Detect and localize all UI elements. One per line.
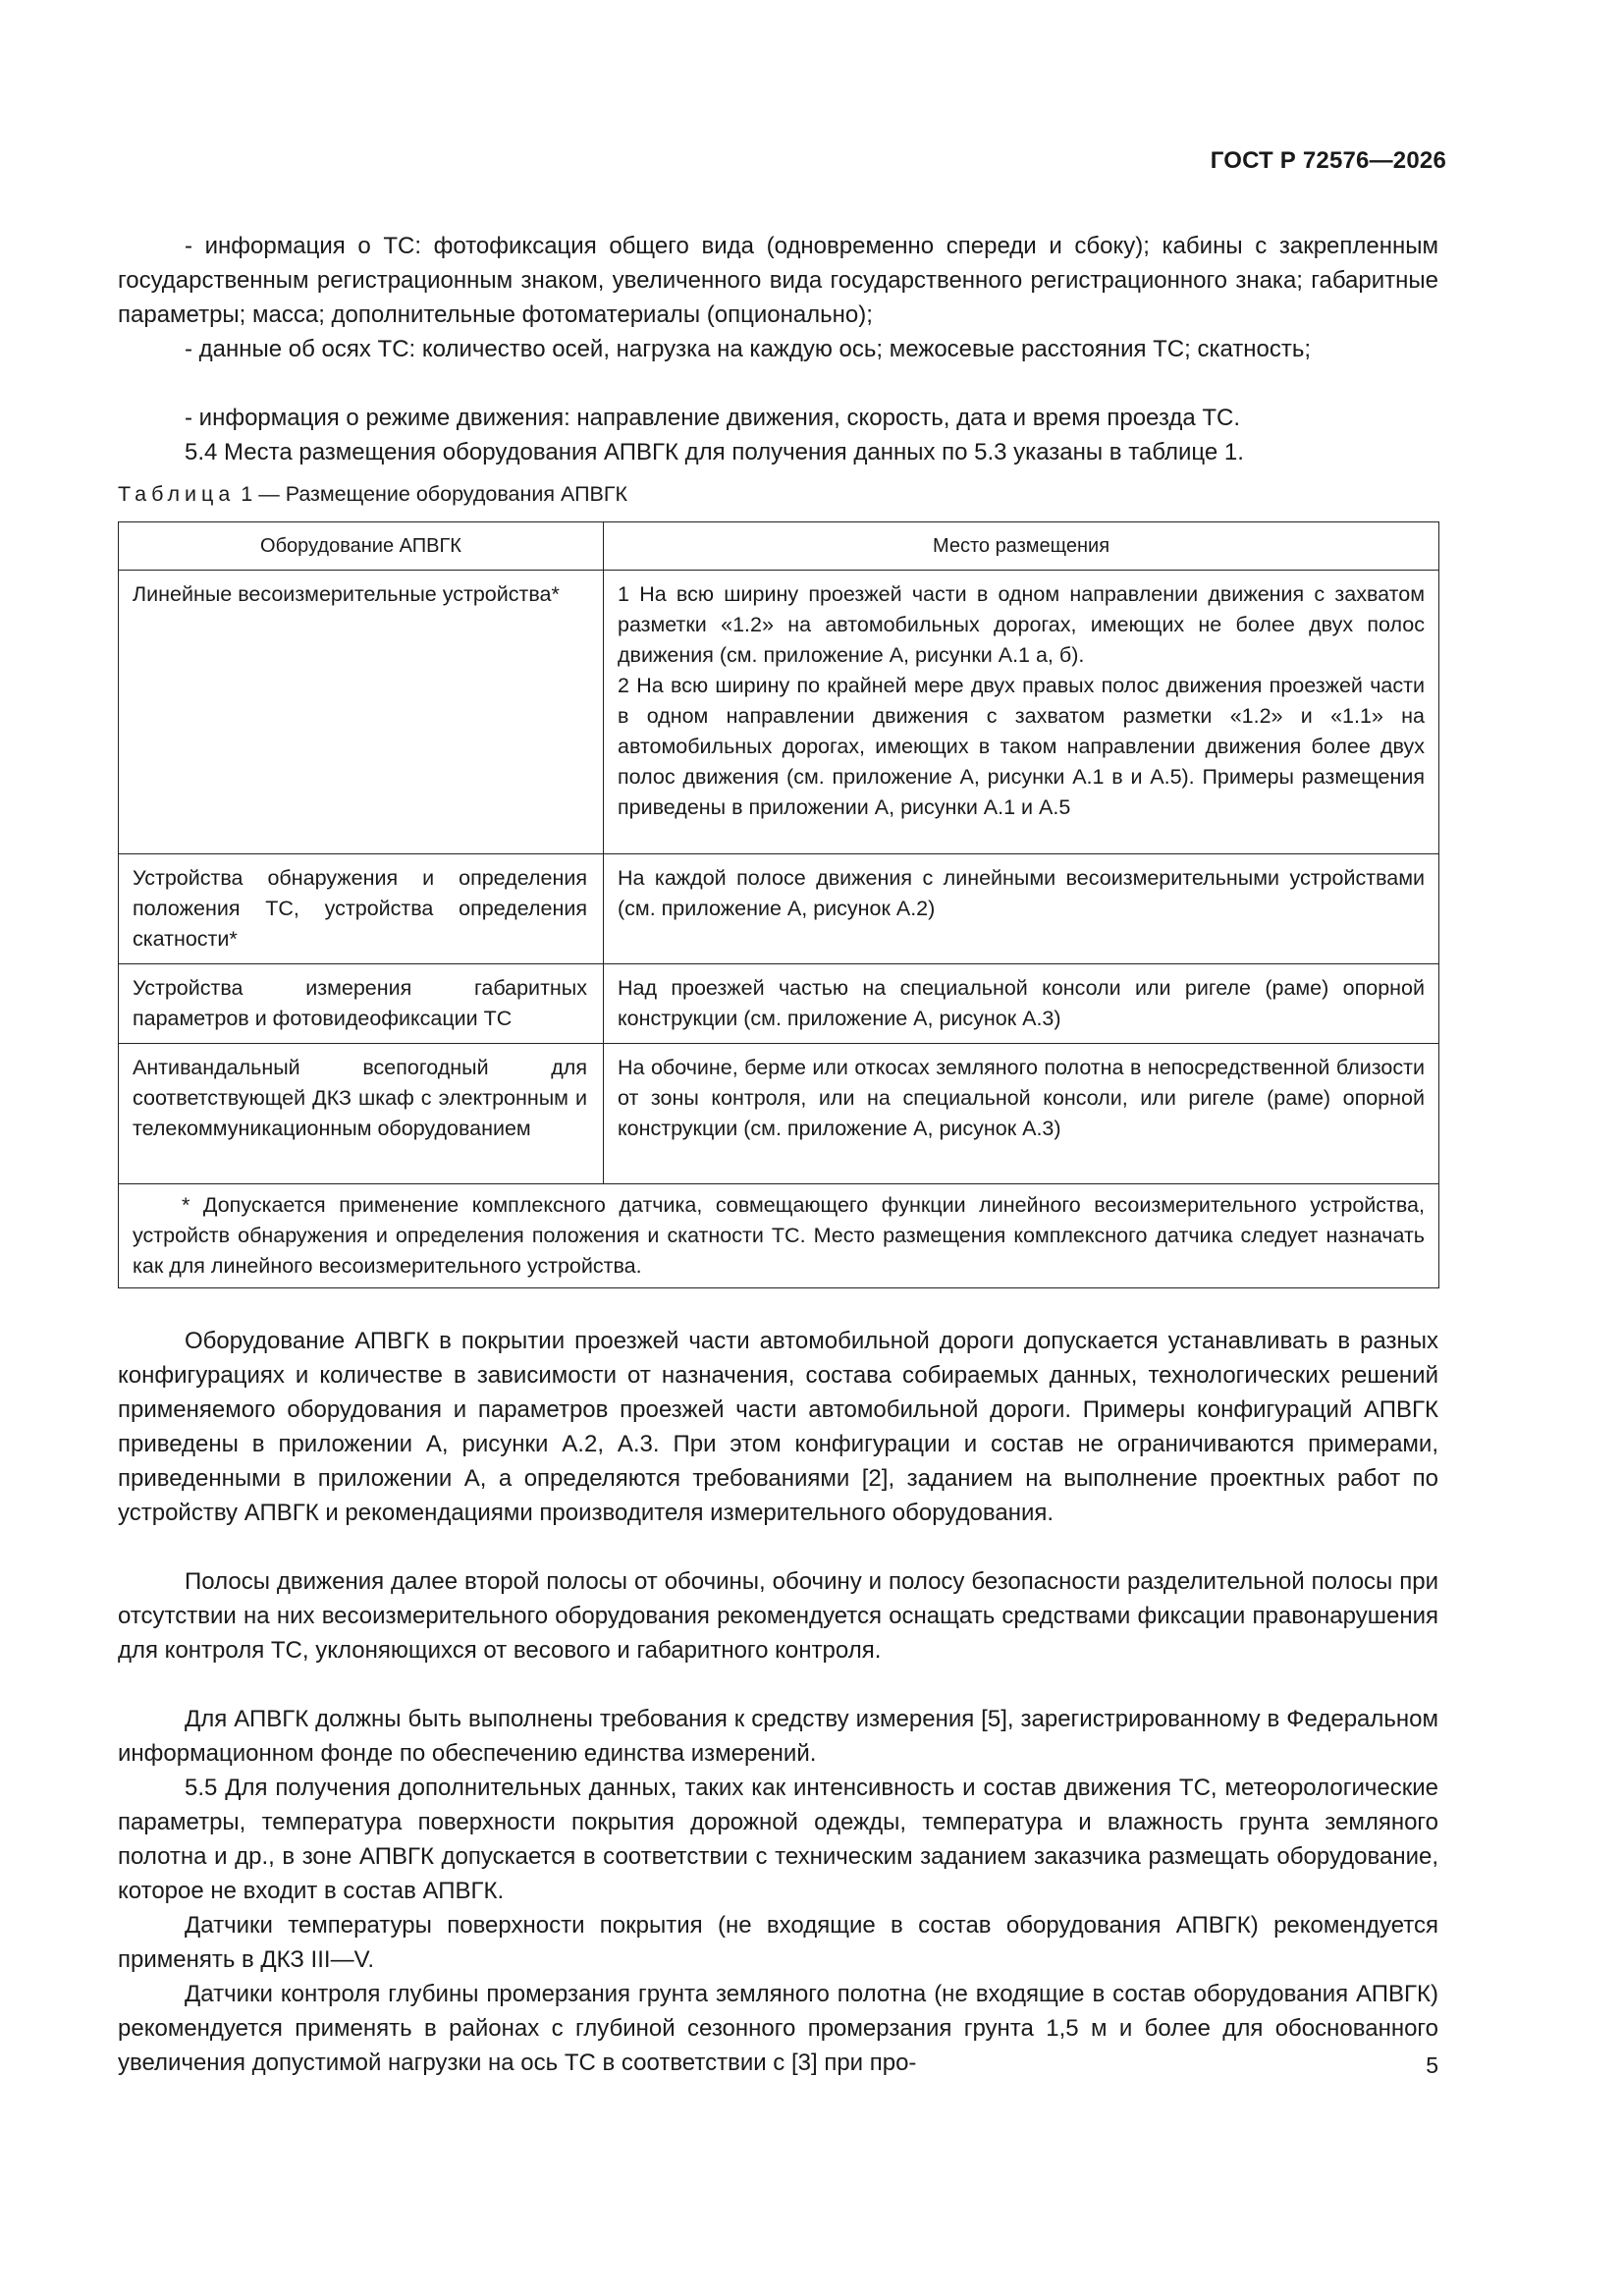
table-row bbox=[119, 854, 1439, 964]
table-caption-text: 1 — Размещение оборудования АПВГК bbox=[235, 482, 628, 506]
paragraph-vehicle-info: - информация о ТС: фотофиксация общего вида (одновременно спереди и сбоку); кабины с закрепленным государственным регистрационным знаком, увеличенного вида государственного регистрационного знака; габаритные параметры; масса; дополнительные фотоматериалы (опционально); bbox=[118, 233, 1438, 328]
paragraph-section-5-5: 5.5 Для получения дополнительных данных, таких как интенсивность и состав движения ТС, метеорологические параметры, температура поверхности покрытия дорожной одежды, температура и влажность грунта земляного полотна и др., в зоне АПВГК допускается в соответствии с техническим заданием заказчика размещать оборудование, которое не входит в состав АПВГК. bbox=[118, 1775, 1438, 1904]
cell-location: На каждой полосе движения с линейными весоизмерительными устройствами (см. приложение А, рисунок А.2) bbox=[604, 854, 1439, 964]
paragraph-configurations: Оборудование АПВГК в покрытии проезжей части автомобильной дороги допускается устанавливать в разных конфигурациях и количестве в зависимости от назначения, состава собираемых данных, технологических решений применяемого оборудования и параметров проезжей части автомобильной дороги. Примеры конфигураций АПВГК приведены в приложении А, рисунки А.2, А.3. При этом конфигурации и состав не ограничиваются примерами, приведенными в приложении А, а определяются требованиями [2], заданием на выполнение проектных работ по устройству АПВГК и рекомендациями производителя измерительного оборудования. bbox=[118, 1328, 1438, 1526]
table-header-row bbox=[119, 522, 1439, 571]
table-row bbox=[119, 571, 1439, 854]
header-equipment: Оборудование АПВГК bbox=[119, 522, 604, 571]
location-item: 1 На всю ширину проезжей части в одном направлении движения с захватом разметки «1.2» на автомобильных дорогах, имеющих не более двух полос движения (см. приложение А, рисунки А.1 а, б). bbox=[618, 582, 1425, 667]
cell-location: Над проезжей частью на специальной консоли или ригеле (раме) опорной конструкции (см. приложение А, рисунок А.3) bbox=[604, 964, 1439, 1044]
table-footnote-row bbox=[119, 1184, 1439, 1288]
paragraph-axle-data: - данные об осях ТС: количество осей, нагрузка на каждую ось; межосевые расстояния ТС; скатность; bbox=[185, 336, 1312, 362]
cell-location: На обочине, берме или откосах земляного полотна в непосредственной близости от зоны контроля, или на специальной консоли, или ригеле (раме) опорной конструкции (см. приложение А, рисунок А.3) bbox=[604, 1044, 1439, 1184]
cell-location bbox=[604, 571, 1439, 854]
table-footnote: * Допускается применение комплексного датчика, совмещающего функции линейного весоизмерительного устройства, устройств обнаружения и определения положения и скатности ТС. Место размещения комплексного датчика следует назначать как для линейного весоизмерительного устройства. bbox=[119, 1184, 1439, 1288]
page-number: 5 bbox=[1426, 2052, 1438, 2078]
table-caption-label: Таблица bbox=[118, 482, 236, 506]
paragraph-measurement: Для АПВГК должны быть выполнены требования к средству измерения [5], зарегистрированному в Федеральном информационном фонде по обеспечению единства измерений. bbox=[118, 1706, 1438, 1767]
paragraph-temperature-sensors: Датчики температуры поверхности покрытия (не входящие в состав оборудования АПВГК) рекомендуется применять в ДКЗ III—V. bbox=[118, 1912, 1438, 1973]
header-location: Место размещения bbox=[604, 522, 1439, 571]
paragraph-motion-info: - информация о режиме движения: направление движения, скорость, дата и время проезда ТС. bbox=[185, 405, 1241, 431]
location-item: 2 На всю ширину по крайней мере двух правых полос движения проезжей части в одном направлении движения с захватом разметки «1.2» и «1.1» на автомобильных дорогах, имеющих в таком направлении движения более двух полос движения (см. приложение А, рисунки А.1 в и А.5). Примеры размещения приведены в приложении А, рисунки А.1 и А.5 bbox=[618, 674, 1425, 819]
paragraph-lanes: Полосы движения далее второй полосы от обочины, обочину и полосу безопасности разделительной полосы при отсутствии на них весоизмерительного оборудования рекомендуется оснащать средствами фиксации правонарушения для контроля ТС, уклоняющихся от весового и габаритного контроля. bbox=[118, 1568, 1438, 1664]
equipment-placement-table bbox=[118, 521, 1439, 1288]
cell-equipment: Антивандальный всепогодный для соответствующей ДКЗ шкаф с электронным и телекоммуникационным оборудованием bbox=[119, 1044, 604, 1184]
cell-equipment: Устройства обнаружения и определения положения ТС, устройства определения скатности* bbox=[119, 854, 604, 964]
paragraph-section-5-4: 5.4 Места размещения оборудования АПВГК для получения данных по 5.3 указаны в таблице 1. bbox=[185, 439, 1244, 465]
table-row bbox=[119, 1044, 1439, 1184]
table-caption bbox=[118, 482, 627, 507]
table-row bbox=[119, 964, 1439, 1044]
cell-equipment: Устройства измерения габаритных параметров и фотовидеофиксации ТС bbox=[119, 964, 604, 1044]
document-header: ГОСТ Р 72576—2026 bbox=[1210, 147, 1446, 174]
paragraph-frost-sensors: Датчики контроля глубины промерзания грунта земляного полотна (не входящие в состав оборудования АПВГК) рекомендуется применять в районах с глубиной сезонного промерзания грунта 1,5 м и более для обоснованного увеличения допустимой нагрузки на ось ТС в соответствии с [3] при про- bbox=[118, 1981, 1438, 2076]
cell-equipment: Линейные весоизмерительные устройства* bbox=[119, 571, 604, 854]
